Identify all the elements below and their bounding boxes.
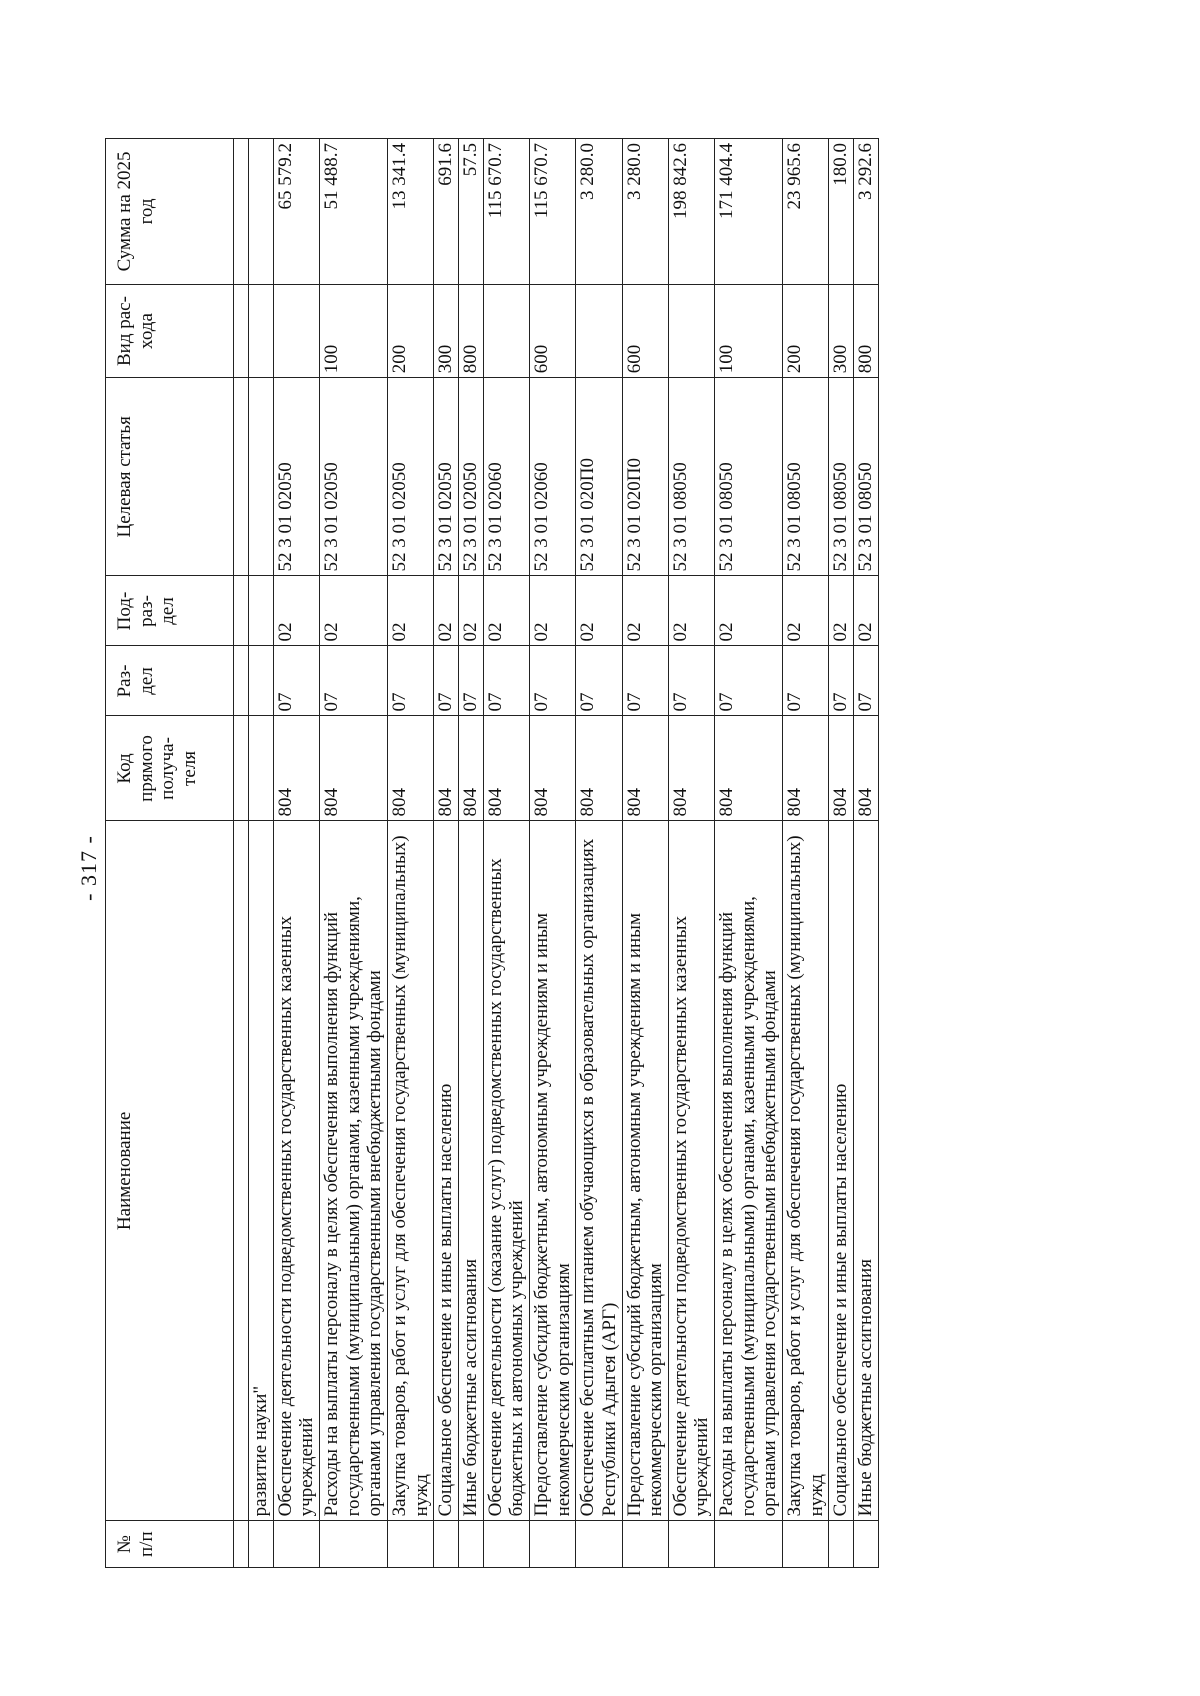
- cell-vid: [576, 284, 622, 377]
- cell-code: 804: [854, 716, 879, 821]
- header-num: № п/п: [106, 1521, 234, 1568]
- cell-num: [783, 1521, 829, 1568]
- cell-razdel: 07: [434, 646, 459, 716]
- cell-statya: 52 3 01 02060: [529, 378, 575, 576]
- cell-vid: 300: [434, 284, 459, 377]
- cell-sum: 115 670.7: [529, 139, 575, 285]
- cell-sum: 180.0: [829, 139, 854, 285]
- cell-num: [458, 1521, 483, 1568]
- table-row: [319, 139, 387, 1568]
- header-code: Код прямого получа- теля: [106, 716, 234, 821]
- cell-razdel: 07: [715, 646, 783, 716]
- cell-statya: 52 3 01 02060: [483, 378, 529, 576]
- cell-code: 804: [715, 716, 783, 821]
- table-row: [434, 139, 459, 1568]
- table-header-row: [106, 139, 234, 1568]
- cell-razdel: 07: [273, 646, 319, 716]
- table-row: [273, 139, 319, 1568]
- cell-razdel: 07: [854, 646, 879, 716]
- cell-razdel: 07: [829, 646, 854, 716]
- cell-razdel: 07: [622, 646, 668, 716]
- cell-code: 804: [668, 716, 714, 821]
- cell-statya: 52 3 01 020П0: [576, 378, 622, 576]
- budget-table: [105, 138, 879, 1568]
- cell-podrazdel: 02: [854, 576, 879, 646]
- table-row: [249, 139, 274, 1568]
- cell-name: Обеспечение деятельности подведомственных государственных казенных учреждений: [273, 821, 319, 1521]
- cell-name: Иные бюджетные ассигнования: [458, 821, 483, 1521]
- page-number: - 317 -: [76, 835, 101, 901]
- cell-podrazdel: 02: [273, 576, 319, 646]
- cell-statya: [249, 378, 274, 576]
- table-row: [458, 139, 483, 1568]
- cell-num: [387, 1521, 433, 1568]
- cell-razdel: 07: [319, 646, 387, 716]
- cell-name: Иные бюджетные ассигнования: [854, 821, 879, 1521]
- table-row: [576, 139, 622, 1568]
- cell-name: Предоставление субсидий бюджетным, автономным учреждениям и иным некоммерческим организациям: [529, 821, 575, 1521]
- cell-sum: 198 842.6: [668, 139, 714, 285]
- table-row: [715, 139, 783, 1568]
- cell-vid: [273, 284, 319, 377]
- cell-name: Предоставление субсидий бюджетным, автономным учреждениям и иным некоммерческим организациям: [622, 821, 668, 1521]
- cell-code: 804: [829, 716, 854, 821]
- cell-num: [249, 1521, 274, 1568]
- cell-vid: [249, 284, 274, 377]
- cell-vid: 100: [715, 284, 783, 377]
- cell-podrazdel: 02: [529, 576, 575, 646]
- cell-num: [434, 1521, 459, 1568]
- header-razdel: Раз- дел: [106, 646, 234, 716]
- cell-podrazdel: 02: [783, 576, 829, 646]
- cell-num: [483, 1521, 529, 1568]
- cell-num: [319, 1521, 387, 1568]
- cell-name: Расходы на выплаты персоналу в целях обеспечения выполнения функций государственными (муниципальными) органами, казенными учреждениями, органами управления государственными внебюджетными фондами: [715, 821, 783, 1521]
- cell-razdel: 07: [483, 646, 529, 716]
- cell-sum: [249, 139, 274, 285]
- header-statya: Целевая статья: [106, 378, 234, 576]
- cell-sum: 57.5: [458, 139, 483, 285]
- cell-razdel: 07: [783, 646, 829, 716]
- table-row: [387, 139, 433, 1568]
- table-body: [234, 139, 879, 1568]
- cell-podrazdel: [249, 576, 274, 646]
- cell-razdel: 07: [387, 646, 433, 716]
- cell-code: 804: [434, 716, 459, 821]
- cell-name: Расходы на выплаты персоналу в целях обеспечения выполнения функций государственными (муниципальными) органами, казенными учреждениями, органами управления государственными внебюджетными фондами: [319, 821, 387, 1521]
- cell-name: Закупка товаров, работ и услуг для обеспечения государственных (муниципальных) нужд: [387, 821, 433, 1521]
- cell-code: 804: [458, 716, 483, 821]
- cell-name: Обеспечение бесплатным питанием обучающихся в образовательных организациях Республики Адыгея (АРГ): [576, 821, 622, 1521]
- cell-code: 804: [483, 716, 529, 821]
- header-vid: Вид рас- хода: [106, 284, 234, 377]
- spacer-row: [234, 139, 249, 1568]
- cell-name: Обеспечение деятельности (оказание услуг) подведомственных государственных бюджетных и автономных учреждений: [483, 821, 529, 1521]
- cell-sum: 3 292.6: [854, 139, 879, 285]
- cell-statya: 52 3 01 08050: [829, 378, 854, 576]
- cell-vid: 600: [622, 284, 668, 377]
- cell-statya: 52 3 01 02050: [458, 378, 483, 576]
- cell-statya: 52 3 01 08050: [783, 378, 829, 576]
- cell-statya: 52 3 01 020П0: [622, 378, 668, 576]
- cell-vid: 600: [529, 284, 575, 377]
- cell-sum: 51 488.7: [319, 139, 387, 285]
- cell-statya: 52 3 01 08050: [668, 378, 714, 576]
- cell-statya: 52 3 01 02050: [434, 378, 459, 576]
- cell-sum: 65 579.2: [273, 139, 319, 285]
- cell-code: 804: [576, 716, 622, 821]
- cell-name: развитие науки": [249, 821, 274, 1521]
- table-row: [854, 139, 879, 1568]
- header-name: Наименование: [106, 821, 234, 1521]
- table-row: [483, 139, 529, 1568]
- cell-statya: 52 3 01 08050: [854, 378, 879, 576]
- cell-statya: 52 3 01 08050: [715, 378, 783, 576]
- cell-sum: 23 965.6: [783, 139, 829, 285]
- cell-num: [576, 1521, 622, 1568]
- cell-sum: 3 280.0: [622, 139, 668, 285]
- cell-num: [668, 1521, 714, 1568]
- cell-vid: 800: [458, 284, 483, 377]
- cell-podrazdel: 02: [387, 576, 433, 646]
- cell-vid: 200: [783, 284, 829, 377]
- cell-vid: [668, 284, 714, 377]
- cell-podrazdel: 02: [458, 576, 483, 646]
- cell-podrazdel: 02: [434, 576, 459, 646]
- cell-name: Социальное обеспечение и иные выплаты населению: [829, 821, 854, 1521]
- cell-sum: 13 341.4: [387, 139, 433, 285]
- cell-sum: 115 670.7: [483, 139, 529, 285]
- cell-statya: 52 3 01 02050: [387, 378, 433, 576]
- table-row: [783, 139, 829, 1568]
- cell-name: Социальное обеспечение и иные выплаты населению: [434, 821, 459, 1521]
- cell-podrazdel: 02: [483, 576, 529, 646]
- cell-podrazdel: 02: [715, 576, 783, 646]
- cell-name: Обеспечение деятельности подведомственных государственных казенных учреждений: [668, 821, 714, 1521]
- cell-code: 804: [387, 716, 433, 821]
- cell-code: 804: [319, 716, 387, 821]
- cell-num: [273, 1521, 319, 1568]
- cell-razdel: 07: [668, 646, 714, 716]
- cell-num: [715, 1521, 783, 1568]
- cell-podrazdel: 02: [668, 576, 714, 646]
- cell-name: Закупка товаров, работ и услуг для обеспечения государственных (муниципальных) нужд: [783, 821, 829, 1521]
- cell-razdel: 07: [529, 646, 575, 716]
- table-row: [829, 139, 854, 1568]
- cell-sum: 171 404.4: [715, 139, 783, 285]
- cell-vid: 800: [854, 284, 879, 377]
- cell-code: 804: [783, 716, 829, 821]
- cell-num: [854, 1521, 879, 1568]
- cell-code: 804: [273, 716, 319, 821]
- cell-podrazdel: 02: [829, 576, 854, 646]
- header-sum: Сумма на 2025 год: [106, 139, 234, 285]
- cell-razdel: 07: [458, 646, 483, 716]
- cell-code: 804: [529, 716, 575, 821]
- cell-code: [249, 716, 274, 821]
- cell-vid: 300: [829, 284, 854, 377]
- cell-vid: 200: [387, 284, 433, 377]
- table-row: [529, 139, 575, 1568]
- cell-vid: 100: [319, 284, 387, 377]
- cell-sum: 691.6: [434, 139, 459, 285]
- cell-razdel: 07: [576, 646, 622, 716]
- cell-num: [529, 1521, 575, 1568]
- cell-vid: [483, 284, 529, 377]
- cell-podrazdel: 02: [319, 576, 387, 646]
- cell-razdel: [249, 646, 274, 716]
- cell-num: [829, 1521, 854, 1568]
- table-row: [668, 139, 714, 1568]
- table-row: [622, 139, 668, 1568]
- cell-statya: 52 3 01 02050: [319, 378, 387, 576]
- cell-sum: 3 280.0: [576, 139, 622, 285]
- cell-num: [622, 1521, 668, 1568]
- cell-statya: 52 3 01 02050: [273, 378, 319, 576]
- header-podrazdel: Под- раз- дел: [106, 576, 234, 646]
- cell-podrazdel: 02: [576, 576, 622, 646]
- cell-podrazdel: 02: [622, 576, 668, 646]
- cell-code: 804: [622, 716, 668, 821]
